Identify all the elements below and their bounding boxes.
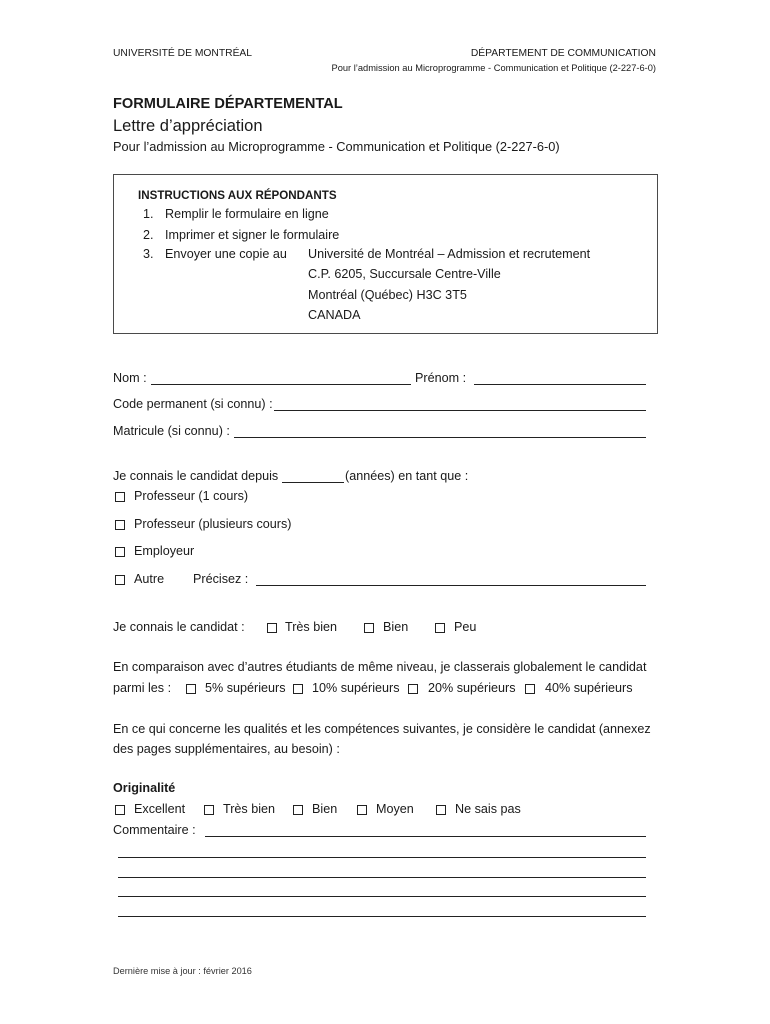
specify-field[interactable] bbox=[256, 572, 646, 586]
checkbox-rank-20[interactable] bbox=[408, 684, 418, 694]
step-number: 1. bbox=[143, 207, 154, 221]
checkbox-professeur-1-cours[interactable] bbox=[115, 492, 125, 502]
form-subtitle: Lettre d’appréciation bbox=[113, 117, 263, 135]
specify-label: Précisez : bbox=[193, 572, 249, 586]
checkbox-rank-40[interactable] bbox=[525, 684, 535, 694]
checkbox-originalite-bien[interactable] bbox=[293, 805, 303, 815]
comment-line[interactable] bbox=[118, 903, 646, 917]
option-label: Très bien bbox=[285, 620, 338, 634]
option-label: 20% supérieurs bbox=[428, 681, 516, 695]
ranking-label: parmi les : bbox=[113, 681, 172, 695]
option-label: Employeur bbox=[134, 544, 195, 558]
since-suffix: (années) en tant que : bbox=[345, 469, 469, 483]
checkbox-rank-10[interactable] bbox=[293, 684, 303, 694]
option-label: Autre bbox=[134, 572, 165, 586]
comment-label: Commentaire : bbox=[113, 823, 196, 837]
step-text: Imprimer et signer le formulaire bbox=[165, 228, 340, 242]
prenom-field[interactable] bbox=[474, 371, 646, 385]
checkbox-rank-5[interactable] bbox=[186, 684, 196, 694]
address-line: CANADA bbox=[308, 308, 361, 322]
instructions-heading: INSTRUCTIONS AUX RÉPONDANTS bbox=[138, 189, 337, 202]
address-line: Université de Montréal – Admission et recrutement bbox=[308, 247, 591, 261]
comment-line[interactable] bbox=[118, 883, 646, 897]
option-label: Très bien bbox=[223, 802, 276, 816]
step-number: 3. bbox=[143, 247, 154, 261]
university-name: UNIVERSITÉ DE MONTRÉAL bbox=[113, 48, 253, 59]
checkbox-knowledge-tres-bien[interactable] bbox=[267, 623, 277, 633]
code-permanent-label: Code permanent (si connu) : bbox=[113, 397, 273, 411]
comment-field[interactable] bbox=[205, 823, 646, 837]
option-label: Peu bbox=[454, 620, 477, 634]
checkbox-professeur-plusieurs-cours[interactable] bbox=[115, 520, 125, 530]
code-permanent-field[interactable] bbox=[274, 397, 646, 411]
option-label: Excellent bbox=[134, 802, 186, 816]
checkbox-originalite-excellent[interactable] bbox=[115, 805, 125, 815]
checkbox-knowledge-bien[interactable] bbox=[364, 623, 374, 633]
option-label: Professeur (plusieurs cours) bbox=[134, 517, 292, 531]
checkbox-originalite-tres-bien[interactable] bbox=[204, 805, 214, 815]
comment-line[interactable] bbox=[118, 844, 646, 858]
option-label: 40% supérieurs bbox=[545, 681, 633, 695]
address-line: C.P. 6205, Succursale Centre-Ville bbox=[308, 267, 501, 281]
since-label: Je connais le candidat depuis bbox=[113, 469, 279, 483]
checkbox-originalite-ne-sais-pas[interactable] bbox=[436, 805, 446, 815]
option-label: 10% supérieurs bbox=[312, 681, 400, 695]
qualities-intro: En ce qui concerne les qualités et les compétences suivantes, je considère le candidat (annexez bbox=[113, 722, 651, 736]
checkbox-originalite-moyen[interactable] bbox=[357, 805, 367, 815]
comment-line[interactable] bbox=[118, 864, 646, 878]
years-field[interactable] bbox=[282, 469, 344, 483]
matricule-label: Matricule (si connu) : bbox=[113, 424, 230, 438]
option-label: 5% supérieurs bbox=[205, 681, 286, 695]
nom-field[interactable] bbox=[151, 371, 411, 385]
matricule-field[interactable] bbox=[234, 424, 646, 438]
form-title: FORMULAIRE DÉPARTEMENTAL bbox=[113, 96, 343, 112]
checkbox-knowledge-peu[interactable] bbox=[435, 623, 445, 633]
form-program: Pour l’admission au Microprogramme - Communication et Politique (2-227-6-0) bbox=[113, 139, 560, 154]
address-line: Montréal (Québec) H3C 3T5 bbox=[308, 288, 467, 302]
option-label: Bien bbox=[312, 802, 338, 816]
option-label: Bien bbox=[383, 620, 409, 634]
checkbox-autre[interactable] bbox=[115, 575, 125, 585]
header-program: Pour l’admission au Microprogramme - Communication et Politique (2-227-6-0) bbox=[331, 63, 656, 73]
option-label: Ne sais pas bbox=[455, 802, 521, 816]
criterion-title: Originalité bbox=[113, 781, 176, 795]
department-name: DÉPARTEMENT DE COMMUNICATION bbox=[470, 48, 656, 59]
step-text: Envoyer une copie au bbox=[165, 247, 287, 261]
checkbox-employeur[interactable] bbox=[115, 547, 125, 557]
last-updated: Dernière mise à jour : février 2016 bbox=[113, 966, 252, 976]
ranking-text: En comparaison avec d’autres étudiants de même niveau, je classerais globalement le candidat bbox=[113, 660, 647, 674]
knowledge-label: Je connais le candidat : bbox=[113, 620, 245, 634]
prenom-label: Prénom : bbox=[415, 371, 467, 385]
nom-label: Nom : bbox=[113, 371, 147, 385]
qualities-intro: des pages supplémentaires, au besoin) : bbox=[113, 742, 340, 756]
option-label: Moyen bbox=[376, 802, 414, 816]
option-label: Professeur (1 cours) bbox=[134, 489, 249, 503]
step-number: 2. bbox=[143, 228, 154, 242]
step-text: Remplir le formulaire en ligne bbox=[165, 207, 329, 221]
